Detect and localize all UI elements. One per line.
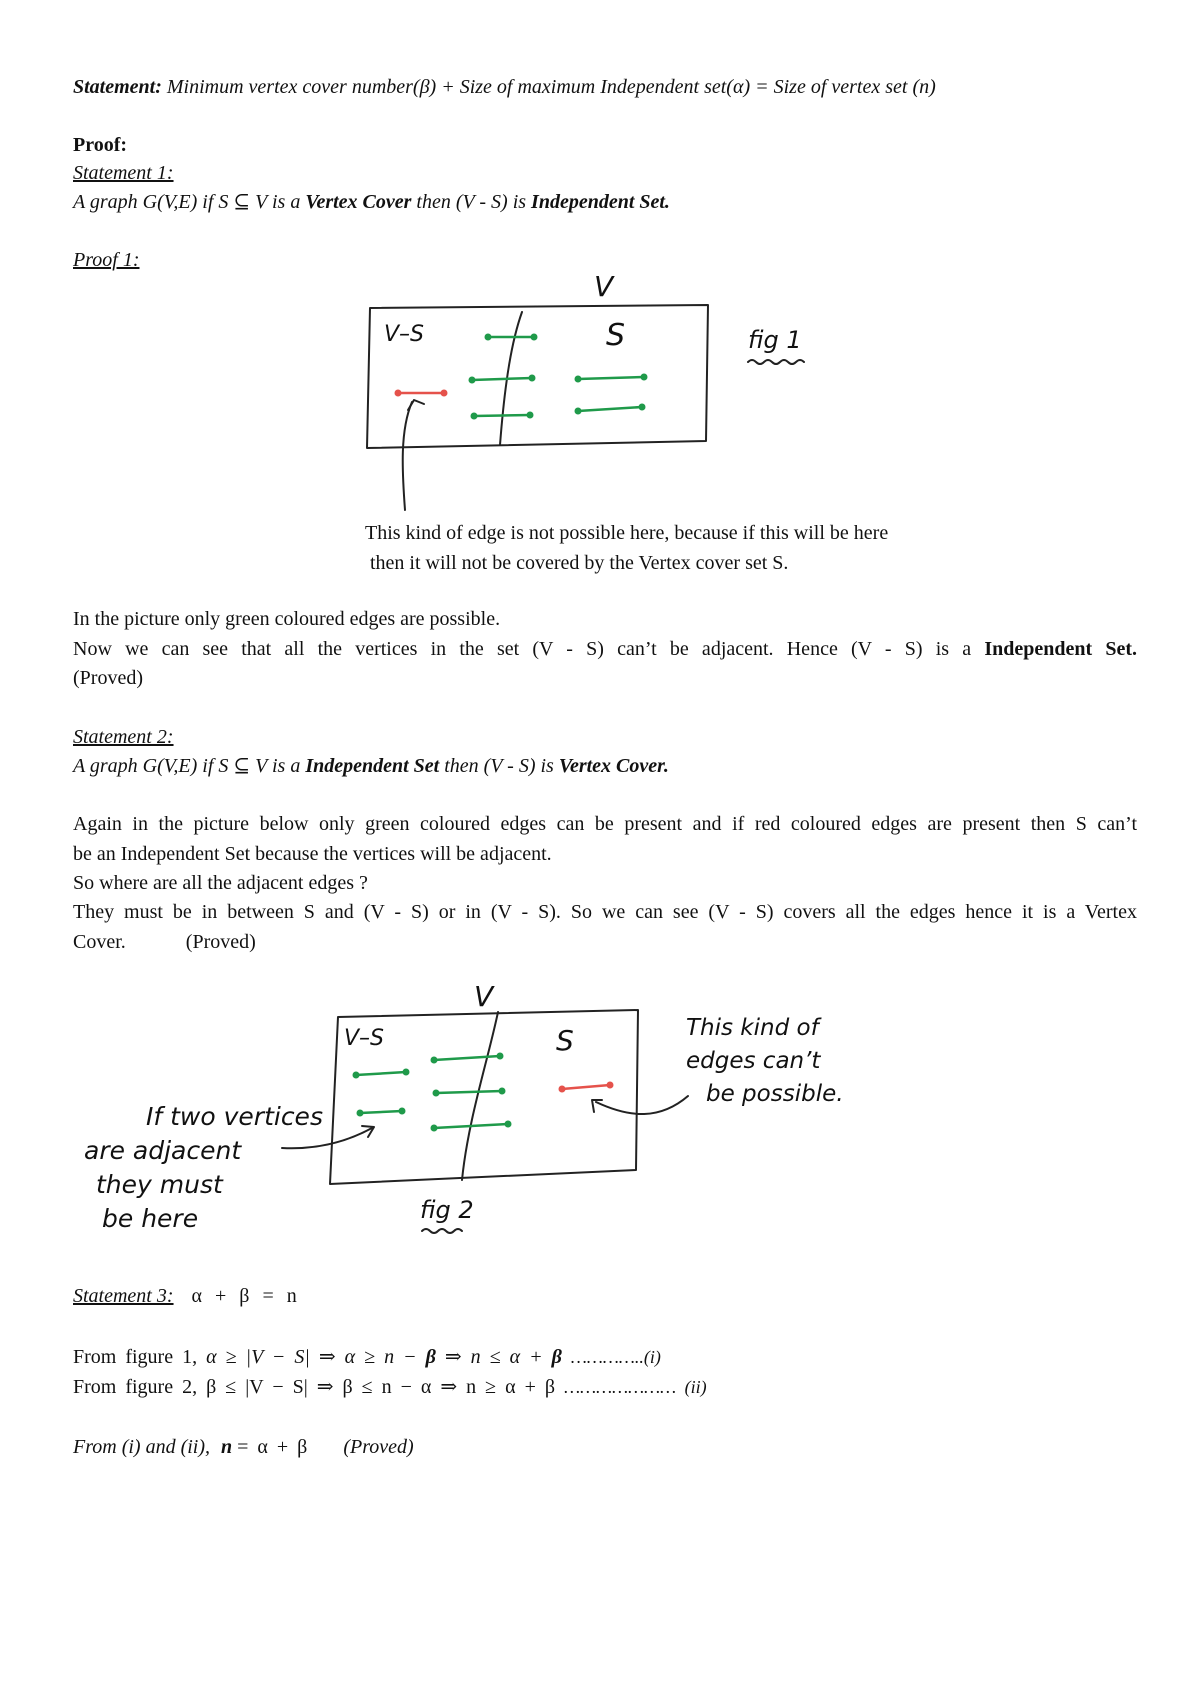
fig2-right-arrow: [596, 1096, 688, 1114]
statement3: [73, 1284, 297, 1308]
derivation-figure2-expression: β ≤ |V − S| ⇒ β ≤ n − α ⇒ n ≥ α + β: [206, 1376, 556, 1398]
statement-label: Statement:: [73, 76, 162, 98]
proof-heading: Proof:: [73, 134, 128, 156]
derivation-figure2-marker: ………………… (ii): [564, 1377, 707, 1397]
final-conclusion-label: From (i) and (ii),: [73, 1436, 211, 1458]
fig2-left-note-line3: they must: [96, 1170, 223, 1199]
statement1-mid: then (V - S) is: [416, 191, 527, 213]
statement-text: Minimum vertex cover number(β) + Size of maximum Independent set(α) = Size of vertex set (n): [166, 76, 936, 98]
derivation-figure1-label: From figure 1,: [73, 1346, 198, 1368]
final-conclusion-proved: (Proved): [343, 1436, 414, 1458]
derivation-figure1-part1: α ≥ |V − S| ⇒ α ≥ n −: [206, 1346, 417, 1368]
fig2-vs-label: V–S: [344, 1026, 385, 1051]
para2-line1: Again in the picture below only green coloured edges can be present and if red coloured edges are present then S can’t: [73, 813, 1137, 835]
derivation-figure2-label: From figure 2,: [73, 1376, 198, 1398]
statement1-independent-set: Independent Set.: [531, 191, 670, 213]
fig2-green-edges: [353, 1053, 512, 1132]
derivation-figure1-part2: ⇒ n ≤ α +: [444, 1346, 543, 1368]
para2-line3: So where are all the adjacent edges ?: [73, 872, 368, 894]
statement2-independent-set: Independent Set: [305, 755, 440, 777]
para1-line2-text: Now we can see that all the vertices in the set (V - S) can’t be adjacent. Hence (V - S) is a: [73, 638, 972, 660]
fig1-label: fig 1: [748, 326, 802, 354]
derivation-figure1-beta1: β: [425, 1346, 436, 1368]
fig2-left-note-line1: If two vertices: [146, 1102, 323, 1131]
fig2-right-note-line2: edges can’t: [686, 1048, 821, 1074]
fig2-right-note-line3: be possible.: [706, 1081, 844, 1107]
derivation-figure1-beta2: β: [551, 1346, 562, 1368]
fig2-left-note-line4: be here: [102, 1204, 199, 1233]
fig2-right-note-line1: This kind of: [686, 1015, 819, 1041]
fig2-red-edge: [559, 1082, 614, 1093]
fig1-vs-label: V–S: [384, 322, 425, 347]
para2-line2: be an Independent Set because the vertices will be adjacent.: [73, 843, 552, 865]
fig2-s-label: S: [556, 1024, 574, 1057]
fig2-divider: [462, 1012, 498, 1180]
proof1-heading: Proof 1:: [73, 249, 140, 271]
statement2-vertex-cover: Vertex Cover.: [558, 755, 669, 777]
fig1-caption-line1: This kind of edge is not possible here, because if this will be here: [365, 522, 889, 544]
final-conclusion-n: n: [221, 1436, 233, 1458]
para1-line3: (Proved): [73, 667, 143, 689]
statement3-equation: α + β = n: [191, 1285, 297, 1307]
fig2-label: fig 2: [420, 1196, 474, 1224]
statement1-heading: Statement 1:: [73, 162, 174, 184]
statement2-mid: then (V - S) is: [444, 755, 554, 777]
final-conclusion: [73, 1435, 414, 1459]
derivation-figure1: [73, 1345, 661, 1369]
statement1-pre: A graph G(V,E) if S ⊆ V is a: [73, 191, 301, 213]
para2-line5-proved: (Proved): [185, 931, 256, 953]
derivation-figure1-marker: …………..(i): [570, 1347, 661, 1367]
para2-line5-cover: Cover.: [73, 931, 126, 953]
fig2-left-note-line2: are adjacent: [84, 1136, 242, 1165]
statement3-heading: Statement 3:: [73, 1285, 174, 1307]
fig2-v-label: V: [474, 980, 494, 1013]
fig1-v-label: V: [594, 270, 614, 303]
para1-line2-bold: Independent Set.: [984, 638, 1138, 660]
derivation-figure2: [73, 1375, 707, 1399]
para1-line1: In the picture only green coloured edges are possible.: [73, 608, 501, 630]
fig1-s-label: S: [606, 318, 626, 353]
fig2-right-note: [686, 1012, 844, 1111]
statement2-heading: Statement 2:: [73, 726, 174, 748]
statement2-pre: A graph G(V,E) if S ⊆ V is a: [73, 755, 301, 777]
fig2-label-underline: [422, 1229, 462, 1233]
fig2-left-note: [84, 1100, 323, 1236]
fig1-caption-line2: then it will not be covered by the Vertex cover set S.: [370, 552, 789, 574]
statement1-vertex-cover: Vertex Cover: [305, 191, 412, 213]
para2-line4: They must be in between S and (V - S) or in (V - S). So we can see (V - S) covers all the edges hence it is a Vertex: [73, 901, 1137, 923]
final-conclusion-equation: = α + β: [237, 1436, 308, 1458]
